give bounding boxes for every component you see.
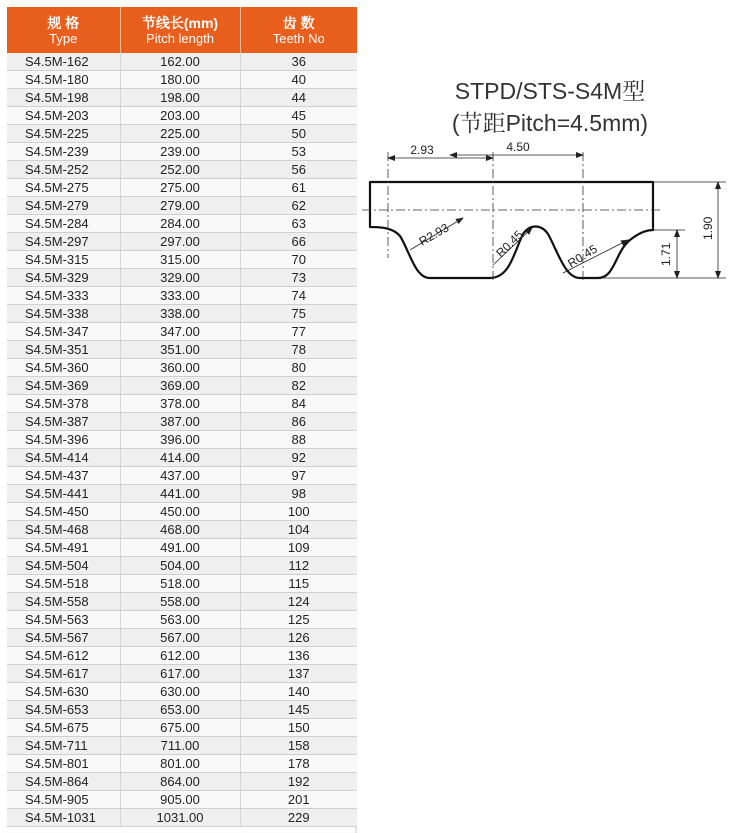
belt-profile-drawing [360,140,735,300]
cell-teeth: 124 [240,593,357,611]
cell-teeth: 40 [240,71,357,89]
table-row [7,611,357,629]
cell-teeth: 56 [240,161,357,179]
header-teeth-zh: 齿 数 [282,14,315,31]
cell-pitch-length: 905.00 [120,791,240,809]
table-row [7,377,357,395]
table-row [7,125,357,143]
cell-pitch-length: 468.00 [120,521,240,539]
cell-teeth: 150 [240,719,357,737]
cell-pitch-length: 347.00 [120,323,240,341]
table-row [7,359,357,377]
cell-teeth: 75 [240,305,357,323]
cell-teeth: 115 [240,575,357,593]
cell-type: S4.5M-297 [7,233,120,251]
cell-type: S4.5M-905 [7,791,120,809]
cell-teeth: 140 [240,683,357,701]
cell-pitch-length: 239.00 [120,143,240,161]
cell-type: S4.5M-275 [7,179,120,197]
cell-teeth: 104 [240,521,357,539]
cell-pitch-length: 801.00 [120,755,240,773]
table-row [7,323,357,341]
table-row [7,413,357,431]
cell-type: S4.5M-225 [7,125,120,143]
cell-pitch-length: 414.00 [120,449,240,467]
cell-teeth: 70 [240,251,357,269]
cell-teeth: 78 [240,341,357,359]
dim-radius-large: R2.93 [416,220,452,249]
table-row [7,233,357,251]
belt-profile-outline [370,182,653,278]
cell-teeth: 66 [240,233,357,251]
cell-teeth: 201 [240,791,357,809]
cell-pitch-length: 504.00 [120,557,240,575]
cell-teeth: 50 [240,125,357,143]
cell-teeth: 63 [240,215,357,233]
cell-teeth: 192 [240,773,357,791]
cell-type: S4.5M-369 [7,377,120,395]
cell-type: S4.5M-203 [7,107,120,125]
cell-teeth: 92 [240,449,357,467]
cell-type: S4.5M-437 [7,467,120,485]
cell-pitch-length: 329.00 [120,269,240,287]
table-row [7,755,357,773]
cell-type: S4.5M-279 [7,197,120,215]
table-row [7,431,357,449]
cell-pitch-length: 180.00 [120,71,240,89]
dim-tooth-height: 1.71 [659,242,673,266]
cell-pitch-length: 567.00 [120,629,240,647]
cell-pitch-length: 252.00 [120,161,240,179]
cell-type: S4.5M-864 [7,773,120,791]
header-pitch-length [120,7,240,53]
cell-teeth: 178 [240,755,357,773]
table-row [7,809,357,827]
cell-teeth: 97 [240,467,357,485]
cell-type: S4.5M-378 [7,395,120,413]
table-row [7,251,357,269]
cell-type: S4.5M-801 [7,755,120,773]
cell-type: S4.5M-653 [7,701,120,719]
cell-pitch-length: 333.00 [120,287,240,305]
cell-teeth: 100 [240,503,357,521]
cell-teeth: 158 [240,737,357,755]
cell-pitch-length: 711.00 [120,737,240,755]
cell-pitch-length: 653.00 [120,701,240,719]
cell-pitch-length: 864.00 [120,773,240,791]
table-row [7,557,357,575]
cell-type: S4.5M-414 [7,449,120,467]
dim-left-width: 2.93 [410,143,434,157]
table-row [7,161,357,179]
table-row [7,665,357,683]
table-row [7,539,357,557]
cell-type: S4.5M-567 [7,629,120,647]
cell-teeth: 125 [240,611,357,629]
table-row [7,71,357,89]
cell-pitch-length: 315.00 [120,251,240,269]
table-row [7,629,357,647]
cell-type: S4.5M-612 [7,647,120,665]
cell-pitch-length: 630.00 [120,683,240,701]
cell-pitch-length: 563.00 [120,611,240,629]
cell-pitch-length: 491.00 [120,539,240,557]
dim-pitch: 4.50 [506,140,530,154]
cell-teeth: 145 [240,701,357,719]
cell-teeth: 88 [240,431,357,449]
cell-type: S4.5M-252 [7,161,120,179]
cell-type: S4.5M-711 [7,737,120,755]
table-row [7,107,357,125]
cell-teeth: 62 [240,197,357,215]
table-row [7,269,357,287]
cell-teeth: 112 [240,557,357,575]
table-row [7,701,357,719]
cell-teeth: 229 [240,809,357,827]
cell-pitch-length: 558.00 [120,593,240,611]
cell-type: S4.5M-347 [7,323,120,341]
table-row [7,719,357,737]
header-pitch-length-en: Pitch length [146,30,214,46]
profile-title: STPD/STS-S4M型 [454,78,646,104]
cell-type: S4.5M-333 [7,287,120,305]
cell-type: S4.5M-338 [7,305,120,323]
table-row [7,449,357,467]
cell-type: S4.5M-468 [7,521,120,539]
cell-teeth: 109 [240,539,357,557]
table-row [7,683,357,701]
cell-pitch-length: 351.00 [120,341,240,359]
cell-pitch-length: 297.00 [120,233,240,251]
cell-type: S4.5M-284 [7,215,120,233]
cell-pitch-length: 275.00 [120,179,240,197]
cell-type: S4.5M-329 [7,269,120,287]
profile-subtitle: (节距Pitch=4.5mm) [451,110,649,136]
cell-teeth: 136 [240,647,357,665]
cell-pitch-length: 441.00 [120,485,240,503]
cell-teeth: 137 [240,665,357,683]
cell-pitch-length: 675.00 [120,719,240,737]
table-row [7,737,357,755]
cell-teeth: 77 [240,323,357,341]
cell-type: S4.5M-162 [7,53,120,71]
cell-teeth: 126 [240,629,357,647]
cell-teeth: 36 [240,53,357,71]
cell-pitch-length: 225.00 [120,125,240,143]
table-row [7,521,357,539]
header-type [7,7,120,53]
table-row [7,773,357,791]
cell-pitch-length: 378.00 [120,395,240,413]
cell-teeth: 86 [240,413,357,431]
spec-table [7,7,357,827]
table-row [7,593,357,611]
table-row [7,215,357,233]
table-row [7,341,357,359]
cell-teeth: 73 [240,269,357,287]
table-row [7,791,357,809]
table-row [7,647,357,665]
table-row [7,89,357,107]
cell-type: S4.5M-360 [7,359,120,377]
cell-type: S4.5M-441 [7,485,120,503]
cell-type: S4.5M-396 [7,431,120,449]
cell-pitch-length: 1031.00 [120,809,240,827]
cell-pitch-length: 162.00 [120,53,240,71]
cell-pitch-length: 437.00 [120,467,240,485]
table-row [7,467,357,485]
table-row [7,197,357,215]
cell-type: S4.5M-617 [7,665,120,683]
cell-teeth: 84 [240,395,357,413]
cell-type: S4.5M-450 [7,503,120,521]
cell-pitch-length: 284.00 [120,215,240,233]
cell-type: S4.5M-563 [7,611,120,629]
table-row [7,485,357,503]
cell-teeth: 53 [240,143,357,161]
cell-teeth: 61 [240,179,357,197]
cell-pitch-length: 396.00 [120,431,240,449]
header-type-en: Type [49,30,78,46]
cell-teeth: 44 [240,89,357,107]
cell-teeth: 74 [240,287,357,305]
table-row [7,575,357,593]
cell-type: S4.5M-518 [7,575,120,593]
table-row [7,143,357,161]
cell-type: S4.5M-239 [7,143,120,161]
cell-teeth: 45 [240,107,357,125]
table-body [7,53,357,827]
header-type-zh: 规 格 [47,14,80,31]
cell-pitch-length: 369.00 [120,377,240,395]
table-row [7,287,357,305]
cell-teeth: 80 [240,359,357,377]
cell-teeth: 98 [240,485,357,503]
table-row [7,305,357,323]
cell-pitch-length: 450.00 [120,503,240,521]
header-teeth-en: Teeth No [272,30,325,46]
dim-radius-small-2: R0.45 [565,241,600,271]
table-row [7,179,357,197]
cell-type: S4.5M-180 [7,71,120,89]
cell-pitch-length: 518.00 [120,575,240,593]
cell-type: S4.5M-198 [7,89,120,107]
cell-type: S4.5M-630 [7,683,120,701]
cell-type: S4.5M-504 [7,557,120,575]
cell-type: S4.5M-351 [7,341,120,359]
cell-pitch-length: 387.00 [120,413,240,431]
cell-pitch-length: 617.00 [120,665,240,683]
table-row [7,395,357,413]
dim-total-height: 1.90 [701,216,715,240]
cell-pitch-length: 612.00 [120,647,240,665]
cell-pitch-length: 338.00 [120,305,240,323]
dim-radius-small-1: R0.45 [493,227,526,261]
header-teeth [240,7,357,53]
header-pitch-length-zh: 节线长(mm) [141,14,219,31]
cell-teeth: 82 [240,377,357,395]
cell-type: S4.5M-315 [7,251,120,269]
cell-type: S4.5M-491 [7,539,120,557]
cell-pitch-length: 279.00 [120,197,240,215]
table-header-row [7,7,357,53]
cell-type: S4.5M-558 [7,593,120,611]
cell-pitch-length: 203.00 [120,107,240,125]
cell-type: S4.5M-675 [7,719,120,737]
table-row [7,53,357,71]
cell-pitch-length: 360.00 [120,359,240,377]
cell-type: S4.5M-387 [7,413,120,431]
table-row [7,503,357,521]
cell-type: S4.5M-1031 [7,809,120,827]
cell-pitch-length: 198.00 [120,89,240,107]
